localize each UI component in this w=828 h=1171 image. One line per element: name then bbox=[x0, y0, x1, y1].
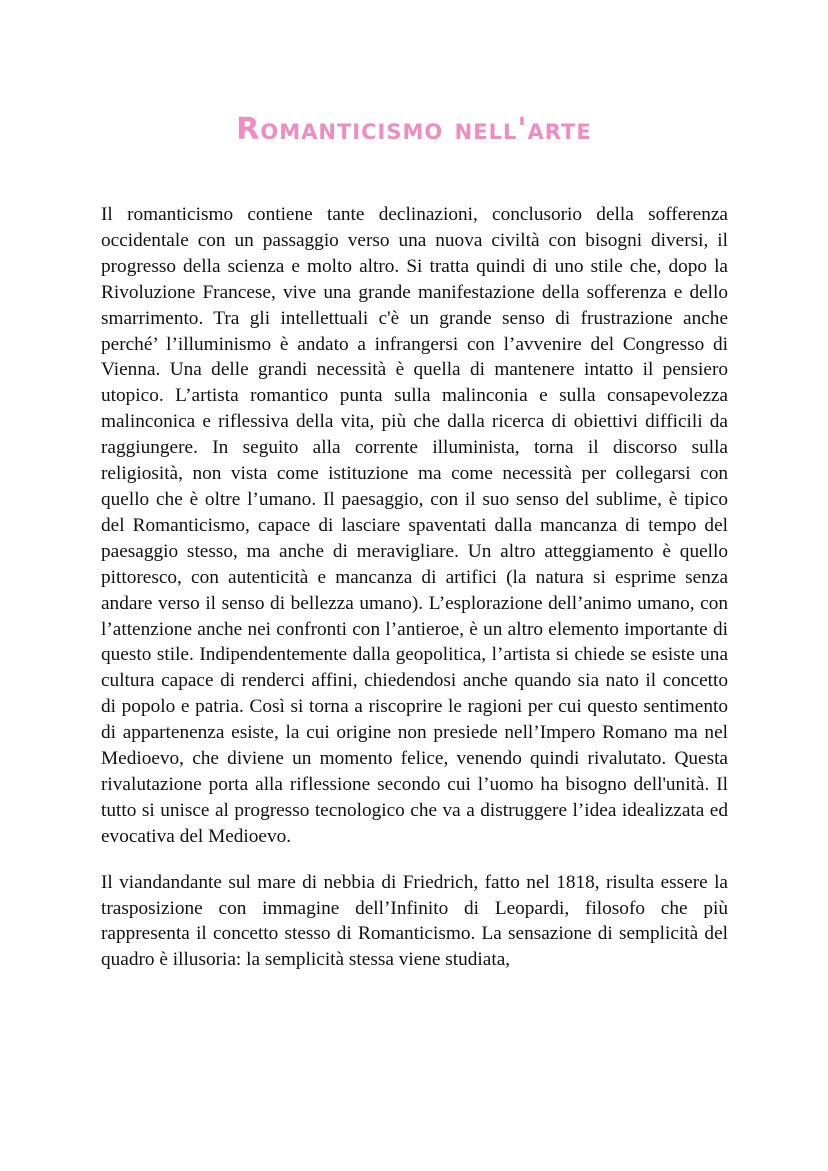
page-title: Romanticismo nell'arte bbox=[236, 112, 592, 147]
paragraph-1: Il romanticismo contiene tante declinazioni, conclusorio della sofferenza occidentale con un passaggio verso una nuova civiltà con bisogni diversi, il progresso della scienza e molto altro. Si tratta quindi di uno stile che, dopo la Rivoluzione Francese, vive una grande manifestazione della sofferenza e dello smarrimento. Tra gli intellettuali c'è un grande senso di frustrazione anche perché’ l’illuminismo è andato a infrangersi con l’avvenire del Congresso di Vienna. Una delle grandi necessità è quella di mantenere intatto il pensiero utopico. L’artista romantico punta sulla malinconia e sulla consapevolezza malinconica e riflessiva della vita, più che dalla ricerca di obiettivi difficili da raggiungere. In seguito alla corrente illuminista, torna il discorso sulla religiosità, non vista come istituzione ma come necessità per collegarsi con quello che è oltre l’umano. Il paesaggio, con il suo senso del sublime, è tipico del Romanticismo, capace di lasciare spaventati dalla mancanza di tempo del paesaggio stesso, ma anche di meravigliare. Un altro atteggiamento è quello pittoresco, con autenticità e mancanza di artifici (la natura si esprime senza andare verso il senso di bellezza umano). L’esplorazione dell’animo umano, con l’attenzione anche nei confronti con l’antieroe, è un altro elemento importante di questo stile. Indipendentemente dalla geopolitica, l’artista si chiede se esiste una cultura capace di renderci affini, chiedendosi anche quando sia nato il concetto di popolo e patria. Così si torna a riscoprire le ragioni per cui questo sentimento di appartenenza esiste, la cui origine non presiede nell’Impero Romano ma nel Medioevo, che diviene un momento felice, venendo quindi rivalutato. Questa rivalutazione porta alla riflessione secondo cui l’uomo ha bisogno dell'unità. Il tutto si unisce al progresso tecnologico che va a distruggere l’idea idealizzata ed evocativa del Medioevo. bbox=[101, 204, 728, 847]
paragraph-2: Il viandandante sul mare di nebbia di Friedrich, fatto nel 1818, risulta essere la trasposizione con immagine dell’Infinito di Leopardi, filosofo che più rappresenta il concetto stesso di Romanticismo. La sensazione di semplicità del quadro è illusoria: la semplicità stessa viene studiata, bbox=[101, 871, 728, 971]
body-text bbox=[101, 202, 728, 973]
